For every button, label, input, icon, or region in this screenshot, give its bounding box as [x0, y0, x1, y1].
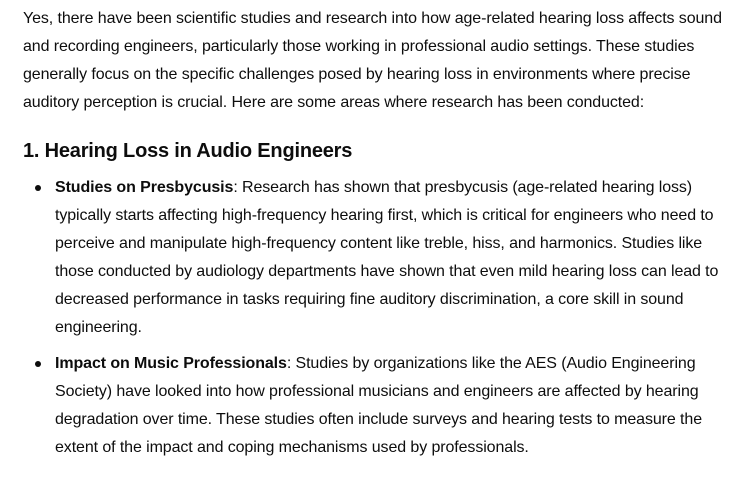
bullet-dot-icon [35, 361, 41, 367]
intro-paragraph: Yes, there have been scientific studies and research into how age-related hearing loss affects sound and recording engineers, particularly those working in professional audio settings. These studies generally focus on the specific challenges posed by hearing loss in environments where precise auditory perception is crucial. Here are some areas where research has been conducted: [23, 10, 722, 111]
list-item-presbycusis [23, 174, 739, 342]
list-item-music-professionals [23, 350, 739, 462]
bullet-list [23, 174, 739, 462]
section-heading: 1. Hearing Loss in Audio Engineers [23, 140, 353, 162]
bullet-title: Studies on Presbycusis [55, 179, 234, 196]
bullet-title: Impact on Music Professionals [55, 355, 287, 372]
bullet-dot-icon [35, 185, 41, 191]
bullet-text: : Research has shown that presbycusis (age-related hearing loss) typically starts affecting high-frequency hearing first, which is critical for engineers who need to perceive and manipulate high-frequency content like treble, hiss, and harmonics. Studies like those conducted by audiology departments have shown that even mild hearing loss can lead to decreased performance in tasks requiring fine auditory discrimination, a core skill in sound engineering. [55, 179, 719, 336]
message-content [23, 5, 739, 470]
bullet-text: : Studies by organizations like the AES (Audio Engineering Society) have looked into how professional musicians and engineers are affected by hearing degradation over time. These studies often include surveys and hearing tests to measure the extent of the impact and coping mechanisms used by professionals. [55, 355, 702, 456]
